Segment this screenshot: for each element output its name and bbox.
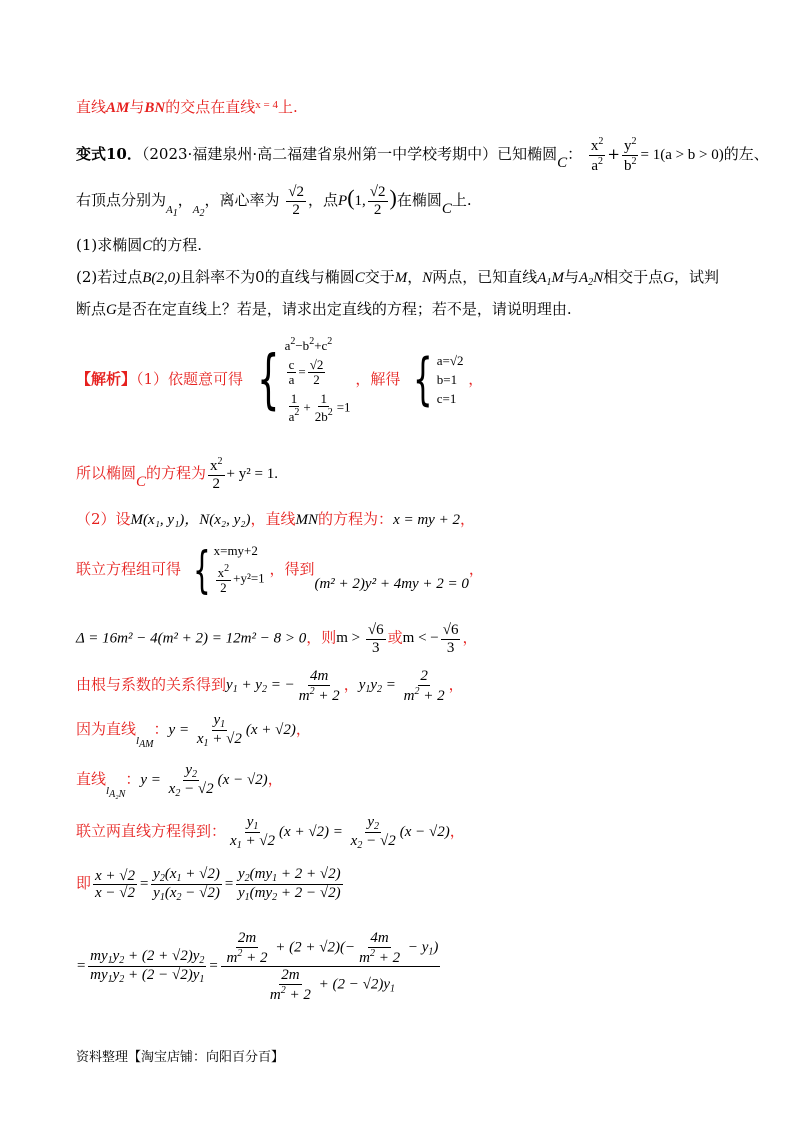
math-system-1: { $a^2-b^2+c^2$ $\frac{c}{a}$ = $\frac{√2}{2}$ $\frac{1}{a^2}$ + $\frac{1}{2b^2}$ =1 xyxy=(257,336,351,424)
line-a2n: 直线$_{lA_2N}$：y = $\frac{y_2}{x_2 - √2}$ (x − √2)， xyxy=(76,762,283,800)
solution-part-1: 【解析】（1）依题意可得 { $a^2-b^2+c^2$ $\frac{c}{a}$ = $\frac{√2}{2}$ $\frac{1}{a^2}$ + $\frac{1}{2b^2}$ =1 ，解得 { a=√2 b=1 c=1 ， xyxy=(76,334,483,426)
ellipse-equation: 所以椭圆C的方程为 $\frac{x^2}{2}$ + y² = 1. xyxy=(76,456,278,492)
math-sqrt2-over-2: $\frac{√2}{2}$ xyxy=(288,184,305,218)
question-2-line-1: (2)若过点B(2,0)且斜率不为0的直线与椭圆C交于M，N两点，已知直线$A_1M$与$A_2N$相交于点G，试判 xyxy=(76,268,720,288)
final-expression: = $\frac{my_1y_2 + (2 + √2)y_2}{my_1y_2 + (2 - √2)y_1}$ = $\frac{2m}{m^2 + 2}$ + (2 + √2)(− $\frac{4m}{m^2 + 2}$ − $y_1$) $\frac{2m}{m^2 + 2}$ + $(2 - √2)y_1$ xyxy=(76,930,439,1003)
vieta: 由根与系数的关系得到$y_1 + y_2$ = − $\frac{4m}{m^2 + 2}$ ，$y_1y_2$ = $\frac{2}{m^2 + 2}$ ， xyxy=(76,668,464,704)
math-system-2: { a=√2 b=1 c=1 xyxy=(413,347,464,413)
question-2-line-2: 断点G是否在定直线上？若是，请求出定直线的方程；若不是，请说明理由. xyxy=(76,300,572,318)
math-y2-b2: $\frac{y^2}{b^2}$ xyxy=(623,136,637,174)
math-x2-a2: $\frac{x^2}{a^2}$ xyxy=(590,136,604,174)
math-system-3: { x=my+2 $\frac{x^2}{2}$ +y²=1 xyxy=(192,540,265,599)
joint-equation: 联立两直线方程得到： $\frac{y_1}{x_1 + √2}$ (x + √2) = $\frac{y_2}{x_2 - √2}$ (x − √2)， xyxy=(76,814,465,851)
combine-system: 联立方程组可得 { x=my+2 $\frac{x^2}{2}$ +y²=1 ，得到(m² + 2)y² + 4my + 2 = 0， xyxy=(76,540,484,599)
solution-part-2: （2）设M(x₁, y₁)，N(x₂, y₂)，直线MN的方程为：x = my + 2， xyxy=(76,510,475,528)
solution-label: 【解析】 xyxy=(76,370,137,389)
ratio-equation: 即 $\frac{x + √2}{x - √2}$ = $\frac{y_2(x_1 + √2)}{y_1(x_2 - √2)}$ = $\frac{y_2(my_1 + 2 + √2)}{y_1(my_2 + 2 - √2)}$ xyxy=(76,866,341,903)
discriminant: Δ = 16m² − 4(m² + 2) = 12m² − 8 > 0，则m > $\frac{√6}{3}$ 或m < − $\frac{√6}{3}$ ， xyxy=(76,622,478,656)
footer-source: 资料整理【淘宝店铺：向阳百分百】 xyxy=(76,1050,285,1065)
variant-label: 变式10． xyxy=(76,145,142,163)
variant-heading: 变式10．（2023·福建泉州·高二福建省泉州第一中学校考期中）已知椭圆C： $\frac{x^2}{a^2}$ + $\frac{y^2}{b^2}$ = 1(a > b > 0)的左、 xyxy=(76,136,769,174)
variant-source: （2023·福建泉州·高二福建省泉州第一中学校考期中）已知椭圆 xyxy=(141,145,558,163)
question-1: (1)求椭圆C的方程. xyxy=(76,236,203,254)
line-am: 因为直线$_{lAM}$：y = $\frac{y_1}{x_1 + √2}$ (x + √2)， xyxy=(76,712,311,750)
variant-line-2: 右顶点分别为$_{A1}$，$_{A2}$，离心率为 $\frac{√2}{2}$ ，点P(1, $\frac{√2}{2}$ )在椭圆C上. xyxy=(76,184,472,219)
text-line-1: 直线AM与BN的交点在直线$^{x = 4}$上. xyxy=(76,98,298,116)
